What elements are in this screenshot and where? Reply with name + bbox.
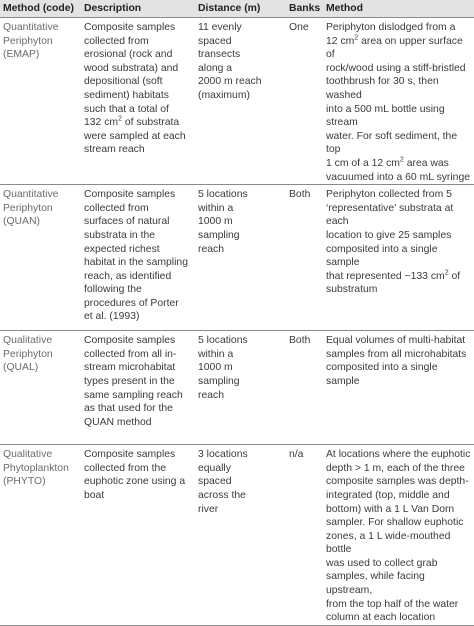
header-method: Method xyxy=(323,0,474,18)
cell-banks: n/a xyxy=(286,445,323,626)
cell-method-code: Qualitative Phytoplankton (PHYTO) xyxy=(0,445,81,626)
cell-distance: 5 locations within a 1000 m sampling reach xyxy=(195,331,286,445)
cell-banks: Both xyxy=(286,185,323,331)
header-method-code: Method (code) xyxy=(0,0,81,18)
table-row xyxy=(0,331,474,445)
cell-text: area on upper surface of rock/wood using a stiff-bristled toothbrush for 30 s, then washed into a 500 mL bottle using stream water. For soft sediment, the top 1 cm of a 12 cm xyxy=(326,35,466,169)
header-banks: Banks xyxy=(286,0,323,18)
cell-method-code: Quantitative Periphyton (QUAN) xyxy=(0,185,81,331)
cell-text: Periphyton collected from 5 ‘representative’ substrata at each location to give 25 samples composited into a single sample that represented ~133 cm xyxy=(326,189,454,282)
cell-description: Composite samples collected from all in- stream microhabitat types present in the same sampling reach as that used for the QUAN method xyxy=(81,331,195,445)
cell-text: Periphyton dislodged from a 12 cm xyxy=(326,22,456,47)
table-row xyxy=(0,445,474,626)
cell-method: At locations where the euphotic depth > 1 m, each of the three composite samples was depth- integrated (top, middle and bottom) with a 1 L Van Dorn sampler. For shallow euphotic zones, a 1 L wide-mouthed bottle was used to collect grab samples, while facing upstream, from the top half of the water column at each location xyxy=(323,445,474,626)
header-description: Description xyxy=(81,0,195,18)
cell-distance: 5 locations within a 1000 m sampling reach xyxy=(195,185,286,331)
cell-text: of substratum xyxy=(326,270,461,296)
table-row xyxy=(0,185,474,331)
cell-banks: Both xyxy=(286,331,323,445)
superscript: 2 xyxy=(118,115,122,123)
cell-banks: One xyxy=(286,18,323,185)
cell-distance: 11 evenly spaced transects along a 2000 m reach (maximum) xyxy=(195,18,286,185)
cell-description: Composite samples collected from surfaces of natural substrata in the expected richest habitat in the sampling reach, as identified following the procedures of Porter et al. (1993) xyxy=(81,185,195,331)
cell-description: Composite samples collected from the euphotic zone using a boat xyxy=(81,445,195,626)
cell-distance: 3 locations equally spaced across the river xyxy=(195,445,286,626)
cell-method xyxy=(323,18,474,185)
cell-description xyxy=(81,18,195,185)
cell-method-code: Quantitative Periphyton (EMAP) xyxy=(0,18,81,185)
header-distance: Distance (m) xyxy=(195,0,286,18)
cell-method-code: Qualitative Periphyton (QUAL) xyxy=(0,331,81,445)
superscript: 2 xyxy=(399,156,404,164)
cell-method: Equal volumes of multi-habitat samples from all microhabitats composited into a single sample xyxy=(323,331,474,445)
cell-text: area was vacuumed into a 60 mL syringe xyxy=(326,157,471,183)
superscript: 2 xyxy=(444,269,449,277)
cell-text: of substrata were sampled at each stream reach xyxy=(84,117,186,156)
cell-text: Composite samples collected from erosional (rock and wood substrata) and depositional (soft sediment) habitats such that a total of 132 cm xyxy=(84,22,179,129)
cell-method xyxy=(323,185,474,331)
superscript: 2 xyxy=(354,34,359,42)
table-row xyxy=(0,18,474,185)
header-row xyxy=(0,0,474,18)
